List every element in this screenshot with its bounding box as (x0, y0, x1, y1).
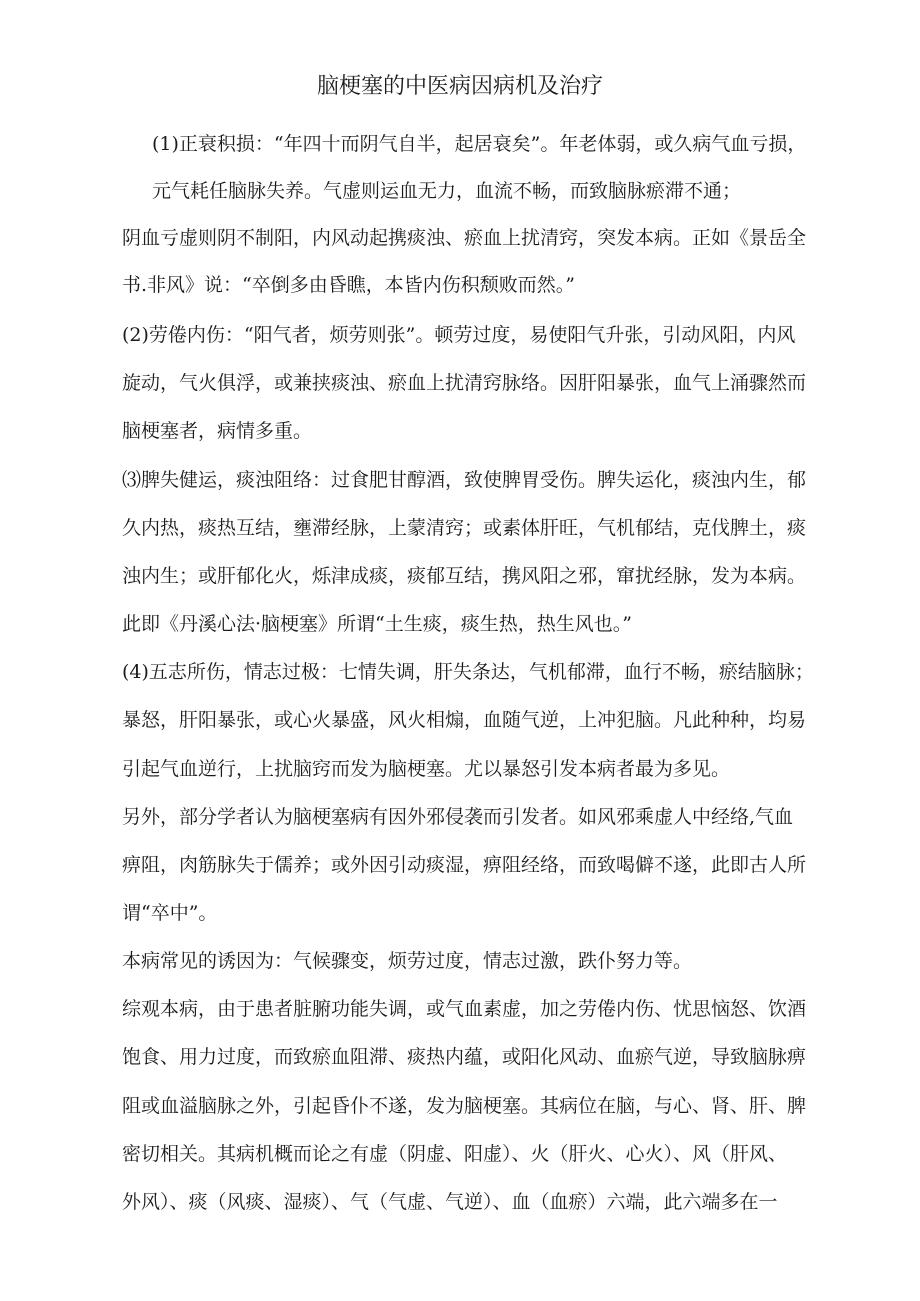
text-line: 书.非风》说：“卒倒多由昏瞧，本皆内伤积颓败而然。” (122, 274, 575, 296)
text-line: (2)劳倦内伤：“阳气者，烦劳则张”。顿劳过度，易使阳气升张，引动风阳，内风 (122, 324, 796, 346)
text-line: 饱食、用力过度，而致瘀血阻滞、痰热内蕴，或阳化风动、血瘀气逆，导致脑脉痹 (122, 1046, 807, 1068)
text-line: 谓“卒中”。 (122, 902, 218, 924)
text-line: 元气耗任脑脉失养。气虚则运血无力，血流不畅，而致脑脉瘀滞不通； (152, 180, 742, 202)
text-line: 旋动，气火俱浮，或兼挟痰浊、瘀血上扰清窍脉络。因肝阳暴张，血气上涌骤然而 (122, 372, 807, 394)
text-line: 另外，部分学者认为脑梗塞病有因外邪侵袭而引发者。如风邪乘虚人中经络,气血 (122, 806, 794, 828)
text-line: 浊内生；或肝郁化火，烁津成痰，痰郁互结，携风阳之邪，窜扰经脉，发为本病。 (122, 565, 807, 587)
text-line: 暴怒，肝阳暴张，或心火暴盛，风火相煽，血随气逆，上冲犯脑。凡此种种，均易 (122, 709, 807, 731)
text-line: (1)正衰积损：“年四十而阴气自半，起居衰矣”。年老体弱，或久病气血亏损， (152, 133, 807, 155)
text-line: 久内热，痰热互结，壅滞经脉，上蒙清窍；或素体肝旺，气机郁结，克伐脾土，痰 (122, 517, 807, 539)
text-line: 此即《丹溪心法·脑梗塞》所谓“土生痰，痰生热，热生风也。” (122, 613, 632, 635)
text-line: 本病常见的诱因为：气候骤变，烦劳过度，情志过激，跌仆努力等。 (122, 950, 693, 972)
text-line: 阴血亏虚则阴不制阳，内风动起携痰浊、瘀血上扰清窍，突发本病。正如《景岳全 (122, 227, 807, 249)
text-line: 脑梗塞者，病情多重。 (122, 420, 313, 442)
text-line: 痹阻，肉筋脉失于儒养；或外因引动痰湿，痹阻经络，而致喝僻不遂，此即古人所 (122, 854, 807, 876)
text-line: 阻或血溢脑脉之外，引起昏仆不遂，发为脑梗塞。其病位在脑，与心、肾、肝、脾 (122, 1095, 807, 1117)
text-line: ⑶脾失健运，痰浊阻络：过食肥甘醇酒，致使脾胃受伤。脾失运化，痰浊内生，郁 (122, 469, 807, 491)
text-line: 综观本病，由于患者脏腑功能失调，或气血素虚，加之劳倦内伤、忧思恼怒、饮酒 (122, 998, 807, 1020)
text-line: 外风）、痰（风痰、湿痰）、气（气虚、气逆）、血（血瘀）六端，此六端多在一 (122, 1191, 778, 1213)
text-line: (4)五志所伤，情志过极：七情失调，肝失条达，气机郁滞，血行不畅，瘀结脑脉； (122, 661, 814, 683)
text-line: 引起气血逆行，上扰脑窍而发为脑梗塞。尤以暴怒引发本病者最为多见。 (122, 758, 731, 780)
document-title: 脑梗塞的中医病因病机及治疗 (316, 74, 603, 99)
text-line: 密切相关。其病机概而论之有虚（阴虚、阳虚）、火（肝火、心火）、风（肝风、 (122, 1143, 788, 1165)
